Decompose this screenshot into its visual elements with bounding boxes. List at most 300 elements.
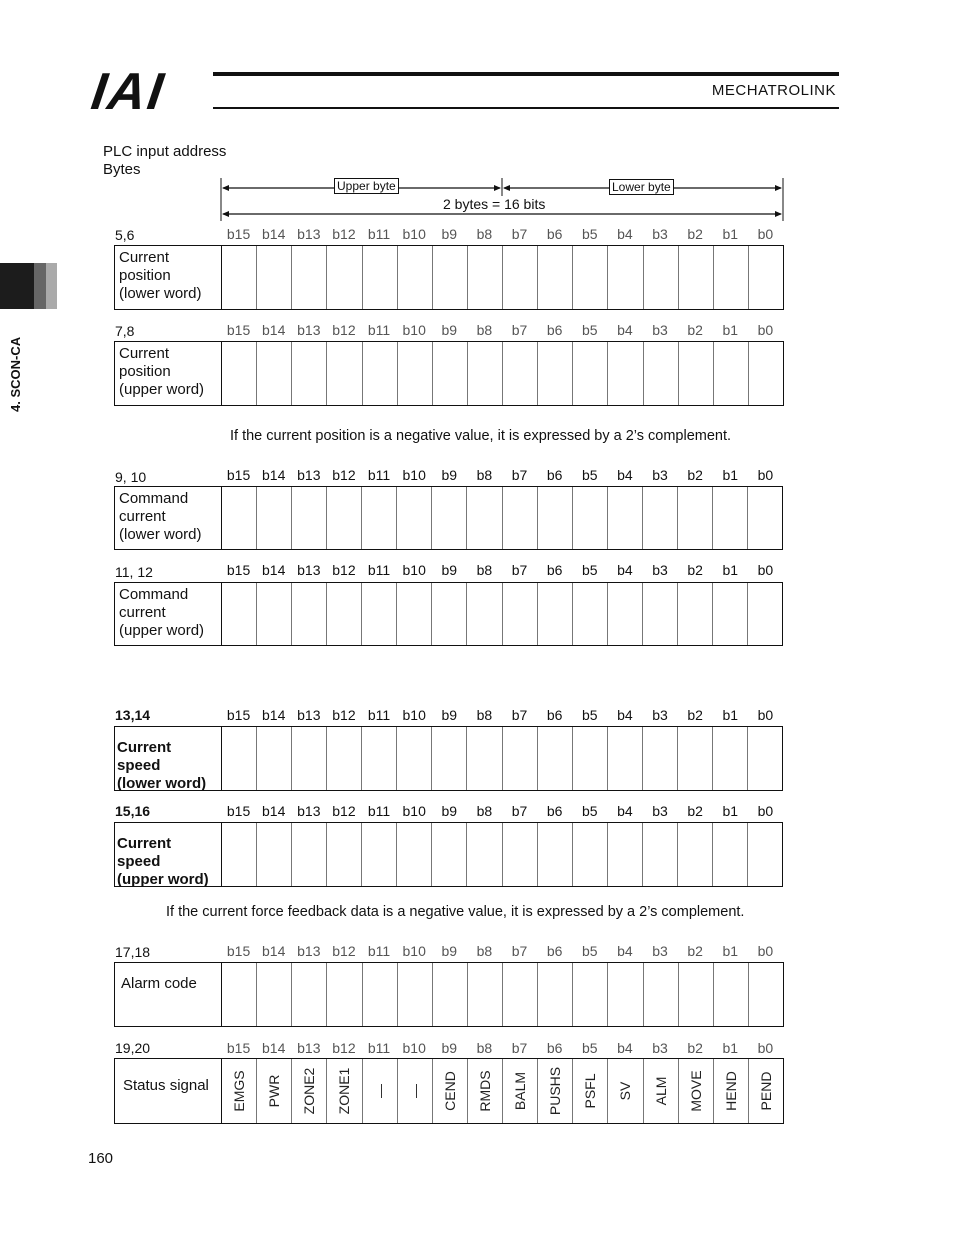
- bit-label: b1: [722, 322, 739, 338]
- bit-cell: [433, 246, 468, 309]
- bit-label: b7: [511, 226, 528, 242]
- bit-label: b11: [367, 803, 391, 819]
- bit-cell: [644, 963, 679, 1026]
- bit-label: b6: [546, 226, 563, 242]
- bit-cell: [573, 487, 608, 549]
- bit-label: b11: [367, 562, 391, 578]
- bit-label: b14: [262, 803, 286, 819]
- bit-cell: [257, 246, 292, 309]
- bit-cell: [643, 487, 678, 549]
- bit-cell: [468, 246, 503, 309]
- bit-cell: [713, 487, 748, 549]
- bit-cell: [467, 823, 502, 886]
- bit-header-row: [221, 707, 783, 723]
- bit-cell: [467, 583, 502, 645]
- bit-cell: [713, 727, 748, 790]
- bit-label: b13: [297, 1040, 321, 1056]
- register-address: 11, 12: [115, 564, 153, 580]
- bit-label: b6: [546, 322, 563, 338]
- bit-header-row: [221, 1040, 783, 1056]
- bit-label: b2: [687, 322, 703, 338]
- bit-label: b3: [652, 1040, 668, 1056]
- register-label: Alarm code: [115, 963, 222, 1026]
- bit-label: b2: [687, 943, 703, 959]
- bit-label: b8: [476, 707, 493, 723]
- bit-label: b7: [511, 943, 528, 959]
- bit-label: b2: [687, 1040, 703, 1056]
- bit-header-row: [221, 467, 783, 483]
- bit-label: b9: [441, 467, 458, 483]
- bit-label: b13: [297, 562, 321, 578]
- bit-label: b15: [226, 707, 251, 723]
- page-number: 160: [88, 1150, 114, 1167]
- bit-cell: [503, 963, 538, 1026]
- product-name: MECHATROLINK: [711, 82, 836, 99]
- bit-label: b8: [476, 322, 493, 338]
- bit-cell: [398, 246, 433, 309]
- bit-cell: [363, 1059, 398, 1123]
- bit-label: b7: [511, 562, 528, 578]
- signal-pushs: PUSHS: [547, 1066, 564, 1116]
- bit-label: b3: [652, 943, 668, 959]
- bit-label: b6: [546, 707, 563, 723]
- register-address: 19,20: [115, 1040, 151, 1056]
- signal-zone1: ZONE1: [336, 1067, 353, 1115]
- bit-cell: [362, 487, 397, 549]
- bit-cell: [257, 342, 292, 405]
- bit-label: b7: [511, 803, 528, 819]
- register-command-current-lower: [114, 486, 783, 550]
- bit-cell: [362, 727, 397, 790]
- bit-label: b14: [262, 226, 286, 242]
- bit-cell: [432, 487, 467, 549]
- bit-label: b6: [546, 1040, 563, 1056]
- bit-cell: [714, 963, 749, 1026]
- signal-unused: —: [406, 1084, 423, 1098]
- bit-cell: [327, 487, 362, 549]
- bit-cell: [748, 823, 782, 886]
- bit-label: b10: [402, 226, 426, 242]
- bit-label: b15: [226, 467, 251, 483]
- bit-label: b9: [441, 226, 458, 242]
- bit-cell: [644, 1059, 679, 1123]
- bit-label: b0: [757, 943, 774, 959]
- register-address: 13,14: [115, 707, 151, 723]
- register-command-current-upper: [114, 582, 783, 646]
- bit-cell: [222, 583, 257, 645]
- bit-cell: [467, 727, 502, 790]
- bit-label: b12: [332, 467, 356, 483]
- bit-cell: [679, 1059, 714, 1123]
- chapter-tab-mid: [34, 263, 46, 309]
- bit-cell: [608, 823, 643, 886]
- register-status-signal: [114, 1058, 784, 1124]
- bit-cell: [432, 727, 467, 790]
- bit-cell: [748, 727, 782, 790]
- bit-cell: [573, 342, 608, 405]
- bit-label: b1: [722, 707, 739, 723]
- bit-label: b5: [582, 943, 598, 959]
- bit-cell: [644, 246, 679, 309]
- chapter-tab-dark: [0, 263, 34, 309]
- register-label: Current position (lower word): [115, 246, 222, 309]
- bit-cell: [608, 583, 643, 645]
- bit-label: b9: [441, 707, 458, 723]
- signal-move: MOVE: [687, 1070, 704, 1112]
- bit-cell: [503, 246, 538, 309]
- signal-unused: —: [371, 1084, 388, 1098]
- bit-label: b0: [757, 1040, 774, 1056]
- bit-label: b13: [297, 322, 321, 338]
- bit-cell: [573, 246, 608, 309]
- bit-label: b14: [262, 467, 286, 483]
- bit-cell: [538, 1059, 573, 1123]
- bit-cell: [327, 342, 362, 405]
- bit-cell: [362, 583, 397, 645]
- bit-label: b15: [226, 803, 251, 819]
- bit-label: b1: [722, 803, 739, 819]
- bit-label: b8: [476, 226, 493, 242]
- bit-cell: [467, 487, 502, 549]
- bit-label: b13: [297, 803, 321, 819]
- bit-cell: [292, 342, 327, 405]
- bit-label: b3: [652, 467, 668, 483]
- bit-label: b11: [367, 226, 391, 242]
- bit-label: b6: [546, 467, 563, 483]
- bit-label: b5: [582, 707, 598, 723]
- bit-label: b9: [441, 562, 458, 578]
- bit-label: b12: [332, 322, 356, 338]
- bit-cell: [257, 823, 292, 886]
- bit-cell: [503, 487, 538, 549]
- bit-label: b15: [226, 322, 251, 338]
- register-current-speed-upper: [114, 822, 783, 887]
- bit-label: b9: [441, 943, 458, 959]
- bit-header-row: [221, 322, 783, 338]
- bit-label: b4: [617, 1040, 633, 1056]
- bit-cell: [643, 727, 678, 790]
- bit-label: b8: [476, 1040, 493, 1056]
- bit-label: b4: [617, 467, 633, 483]
- bit-cell: [714, 246, 749, 309]
- bit-cell: [362, 823, 397, 886]
- bit-label: b5: [582, 803, 598, 819]
- signal-alm: ALM: [652, 1076, 669, 1106]
- signal-hend: HEND: [722, 1071, 739, 1111]
- bit-label: b5: [582, 226, 598, 242]
- bit-label: b12: [332, 943, 356, 959]
- bit-cell: [538, 727, 573, 790]
- bit-cell: [363, 963, 398, 1026]
- header-rule-top: [213, 72, 839, 76]
- bit-cell: [292, 246, 327, 309]
- bit-label: b14: [262, 562, 286, 578]
- bit-cell: [433, 1059, 468, 1123]
- bit-cell: [468, 1059, 503, 1123]
- bit-cell: [678, 823, 713, 886]
- bit-cell: [292, 1059, 327, 1123]
- bit-label: b7: [511, 707, 528, 723]
- bit-cell: [327, 963, 362, 1026]
- bit-label: b1: [722, 943, 739, 959]
- bit-label: b0: [757, 803, 774, 819]
- bit-cell: [468, 963, 503, 1026]
- bit-cell: [222, 246, 257, 309]
- register-address: 5,6: [115, 227, 135, 243]
- bit-cell: [749, 1059, 783, 1123]
- total-bits-label: 2 bytes = 16 bits: [443, 196, 546, 212]
- bit-label: b12: [332, 562, 356, 578]
- bit-cell: [678, 583, 713, 645]
- bit-label: b14: [262, 1040, 286, 1056]
- bit-cell: [222, 1059, 257, 1123]
- bit-label: b9: [441, 322, 458, 338]
- signal-emgs: EMGS: [231, 1070, 248, 1112]
- bit-label: b4: [617, 226, 633, 242]
- bit-label: b5: [582, 562, 598, 578]
- register-address: 15,16: [115, 803, 151, 819]
- register-address: 7,8: [115, 323, 135, 339]
- bit-label: b6: [546, 562, 563, 578]
- bit-cell: [678, 487, 713, 549]
- bit-label: b14: [262, 707, 286, 723]
- bit-cell: [608, 246, 643, 309]
- bit-cell: [222, 487, 257, 549]
- note-position-complement: If the current position is a negative value, it is expressed by a 2’s complement.: [230, 428, 732, 444]
- bit-label: b3: [652, 226, 668, 242]
- signal-pwr: PWR: [266, 1074, 283, 1108]
- bit-cell: [327, 823, 362, 886]
- bit-cell: [397, 823, 432, 886]
- bit-label: b0: [757, 467, 774, 483]
- bit-label: b10: [402, 803, 426, 819]
- bit-label: b6: [546, 803, 563, 819]
- bit-cell: [573, 963, 608, 1026]
- bit-label: b11: [367, 707, 391, 723]
- plc-input-address-text: PLC input address: [103, 143, 227, 160]
- signal-rmds: RMDS: [476, 1070, 493, 1112]
- bit-cell: [292, 487, 327, 549]
- bit-label: b2: [687, 467, 703, 483]
- bit-label: b12: [332, 707, 356, 723]
- bit-cell: [222, 963, 257, 1026]
- bit-label: b3: [652, 322, 668, 338]
- bit-label: b5: [582, 322, 598, 338]
- bit-label: b13: [297, 943, 321, 959]
- bit-label: b0: [757, 226, 774, 242]
- register-current-position-upper: [114, 341, 784, 406]
- bit-label: b7: [511, 322, 528, 338]
- bit-cell: [222, 823, 257, 886]
- chapter-tab-light: [46, 263, 57, 309]
- bit-label: b2: [687, 707, 703, 723]
- bit-cell: [678, 727, 713, 790]
- bit-cell: [573, 823, 608, 886]
- bit-label: b4: [617, 322, 633, 338]
- bit-cell: [398, 1059, 433, 1123]
- register-alarm-code: [114, 962, 784, 1027]
- bit-cell: [327, 246, 362, 309]
- register-address: 9, 10: [115, 469, 147, 485]
- bit-label: b12: [332, 226, 356, 242]
- bit-cell: [257, 727, 292, 790]
- bit-label: b7: [511, 467, 528, 483]
- bit-cell: [748, 583, 782, 645]
- register-label: Current speed (upper word): [115, 823, 222, 886]
- bit-cell: [292, 727, 327, 790]
- bit-cell: [608, 727, 643, 790]
- bit-label: b11: [367, 322, 391, 338]
- bit-cell: [749, 963, 783, 1026]
- register-label: Current speed (lower word): [115, 727, 222, 790]
- bit-cell: [713, 583, 748, 645]
- bit-label: b14: [262, 943, 286, 959]
- bit-label: b3: [652, 803, 668, 819]
- bit-cell: [573, 727, 608, 790]
- note-force-complement: If the current force feedback data is a negative value, it is expressed by a 2’s complement.: [166, 904, 745, 920]
- bit-label: b7: [511, 1040, 528, 1056]
- bit-header-row: [221, 803, 783, 819]
- bit-cell: [713, 823, 748, 886]
- bit-label: b10: [402, 562, 426, 578]
- bit-label: b12: [332, 803, 356, 819]
- plc-address-heading: [103, 143, 226, 179]
- bit-cell: [608, 963, 643, 1026]
- bit-cell: [608, 1059, 643, 1123]
- bit-cell: [714, 342, 749, 405]
- signal-cend: CEND: [441, 1071, 458, 1111]
- bit-cell: [573, 583, 608, 645]
- signal-balm: BALM: [512, 1071, 529, 1111]
- bit-label: b2: [687, 562, 703, 578]
- bit-label: b10: [402, 467, 426, 483]
- bit-label: b15: [226, 1040, 251, 1056]
- bit-cell: [538, 487, 573, 549]
- lower-byte-label: Lower byte: [609, 179, 674, 195]
- bit-label: b8: [476, 562, 493, 578]
- bit-cell: [643, 583, 678, 645]
- bit-cell: [363, 246, 398, 309]
- bit-cell: [327, 583, 362, 645]
- bit-cell: [644, 342, 679, 405]
- bit-cell: [222, 342, 257, 405]
- bit-label: b0: [757, 322, 774, 338]
- bit-label: b13: [297, 467, 321, 483]
- bit-cell: [608, 342, 643, 405]
- upper-byte-label: Upper byte: [334, 178, 399, 194]
- bit-label: b15: [226, 562, 251, 578]
- bit-label: b14: [262, 322, 286, 338]
- bit-cell: [643, 823, 678, 886]
- bit-label: b11: [367, 467, 391, 483]
- register-label: Current position (upper word): [115, 342, 222, 405]
- bit-label: b10: [402, 943, 426, 959]
- bit-cell: [503, 342, 538, 405]
- bit-cell: [714, 1059, 749, 1123]
- chapter-label: 4. SCON-CA: [8, 336, 23, 412]
- bit-cell: [749, 246, 783, 309]
- bit-cell: [257, 583, 292, 645]
- bit-cell: [222, 727, 257, 790]
- bit-cell: [432, 583, 467, 645]
- bit-cell: [679, 246, 714, 309]
- bit-label: b11: [367, 943, 391, 959]
- bit-label: b2: [687, 226, 703, 242]
- signal-sv: SV: [617, 1081, 634, 1101]
- bit-cell: [398, 342, 433, 405]
- signal-zone2: ZONE2: [301, 1067, 318, 1115]
- bit-label: b1: [722, 226, 739, 242]
- bit-label: b6: [546, 943, 563, 959]
- register-current-position-lower: [114, 245, 784, 310]
- bit-cell: [397, 583, 432, 645]
- bit-cell: [468, 342, 503, 405]
- bit-cell: [432, 823, 467, 886]
- bit-label: b0: [757, 562, 774, 578]
- bit-cell: [679, 342, 714, 405]
- bit-cell: [573, 1059, 608, 1123]
- bit-cell: [679, 963, 714, 1026]
- bit-label: b10: [402, 322, 426, 338]
- bit-label: b9: [441, 1040, 458, 1056]
- bit-label: b1: [722, 1040, 739, 1056]
- iai-logo: IAI: [87, 63, 169, 121]
- bit-label: b3: [652, 562, 668, 578]
- bit-label: b3: [652, 707, 668, 723]
- bit-label: b4: [617, 803, 633, 819]
- register-current-speed-lower: [114, 726, 783, 791]
- bit-header-row: [221, 562, 783, 578]
- bit-cell: [538, 823, 573, 886]
- bit-label: b5: [582, 467, 598, 483]
- bit-cell: [292, 823, 327, 886]
- bit-label: b9: [441, 803, 458, 819]
- bit-cell: [433, 963, 468, 1026]
- bit-cell: [257, 487, 292, 549]
- bit-label: b10: [402, 707, 426, 723]
- header-rule-bottom: [213, 107, 839, 109]
- bit-label: b1: [722, 562, 739, 578]
- register-label: Command current (upper word): [115, 583, 222, 645]
- bit-label: b15: [226, 943, 251, 959]
- bit-cell: [503, 1059, 538, 1123]
- bit-header-row: [221, 943, 783, 959]
- bit-cell: [608, 487, 643, 549]
- bit-label: b4: [617, 943, 633, 959]
- bit-cell: [397, 727, 432, 790]
- bit-label: b8: [476, 943, 493, 959]
- register-label: Command current (lower word): [115, 487, 222, 549]
- bit-cell: [433, 342, 468, 405]
- bit-label: b8: [476, 803, 493, 819]
- bit-label: b0: [757, 707, 774, 723]
- bit-label: b11: [367, 1040, 391, 1056]
- bit-cell: [257, 963, 292, 1026]
- bit-cell: [257, 1059, 292, 1123]
- bit-cell: [503, 823, 538, 886]
- bit-cell: [397, 487, 432, 549]
- bit-cell: [327, 1059, 362, 1123]
- bit-label: b12: [332, 1040, 356, 1056]
- bit-label: b4: [617, 562, 633, 578]
- register-address: 17,18: [115, 944, 151, 960]
- bit-cell: [327, 727, 362, 790]
- bit-cell: [538, 963, 573, 1026]
- bit-label: b4: [617, 707, 633, 723]
- bit-label: b8: [476, 467, 493, 483]
- bit-cell: [398, 963, 433, 1026]
- bit-cell: [538, 342, 573, 405]
